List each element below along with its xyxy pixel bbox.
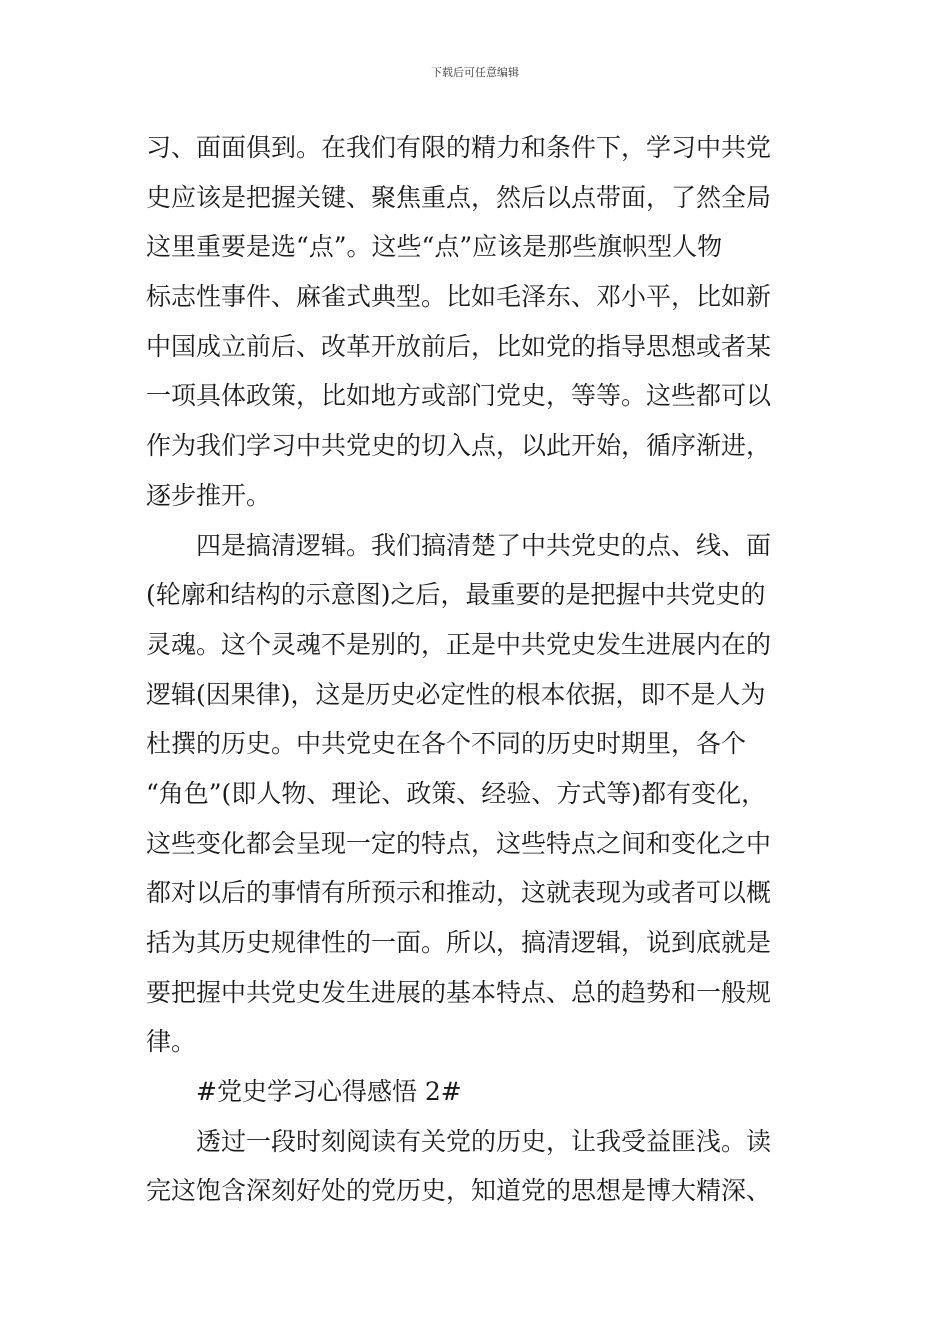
text-line: 一项具体政策，比如地方或部门党史，等等。这些都可以 — [146, 381, 772, 410]
text-line: 逐步推开。 — [146, 481, 272, 510]
text-line: 中国成立前后、改革开放前后，比如党的指导思想或者某 — [146, 332, 772, 361]
text-line: 这里重要是选“点”。这些“点”应该是那些旗帜型人物 — [146, 232, 723, 261]
text-line: 习、面面俱到。在我们有限的精力和条件下，学习中共党 — [146, 133, 772, 162]
text-line: 逻辑(因果律)，这是历史必定性的根本依据，即不是人为 — [146, 680, 766, 709]
text-line: 作为我们学习中共党史的切入点，以此开始，循序渐进， — [146, 431, 772, 460]
text-line: 灵魂。这个灵魂不是别的，正是中共党史发生进展内在的 — [146, 630, 772, 659]
text-line: 标志性事件、麻雀式典型。比如毛泽东、邓小平，比如新 — [146, 282, 772, 311]
text-line: 完这饱含深刻好处的党历史，知道党的思想是博大精深、 — [146, 1176, 772, 1205]
text-line: 律。 — [146, 1027, 197, 1056]
text-line: “角色”(即人物、理论、政策、经验、方式等)都有变化， — [146, 779, 767, 808]
text-line: 史应该是把握关键、聚焦重点，然后以点带面，了然全局 — [146, 183, 772, 212]
text-line: 括为其历史规律性的一面。所以，搞清逻辑，说到底就是 — [146, 928, 772, 957]
page-header-note: 下载后可任意编辑 — [431, 66, 519, 79]
text-line: 这些变化都会呈现一定的特点，这些特点之间和变化之中 — [146, 829, 772, 858]
section-heading: #党史学习心得感悟 2# — [196, 1077, 462, 1106]
text-line: 杜撰的历史。中共党史在各个不同的历史时期里，各个 — [146, 729, 747, 758]
paragraph-start-line: 透过一段时刻阅读有关党的历史，让我受益匪浅。读 — [196, 1127, 772, 1156]
text-line: 要把握中共党史发生进展的基本特点、总的趋势和一般规 — [146, 978, 772, 1007]
text-line: 都对以后的事情有所预示和推动，这就表现为或者可以概 — [146, 878, 772, 907]
paragraph-start-line: 四是搞清逻辑。我们搞清楚了中共党史的点、线、面 — [196, 531, 772, 560]
text-line: (轮廓和结构的示意图)之后，最重要的是把握中共党史的 — [146, 580, 766, 609]
